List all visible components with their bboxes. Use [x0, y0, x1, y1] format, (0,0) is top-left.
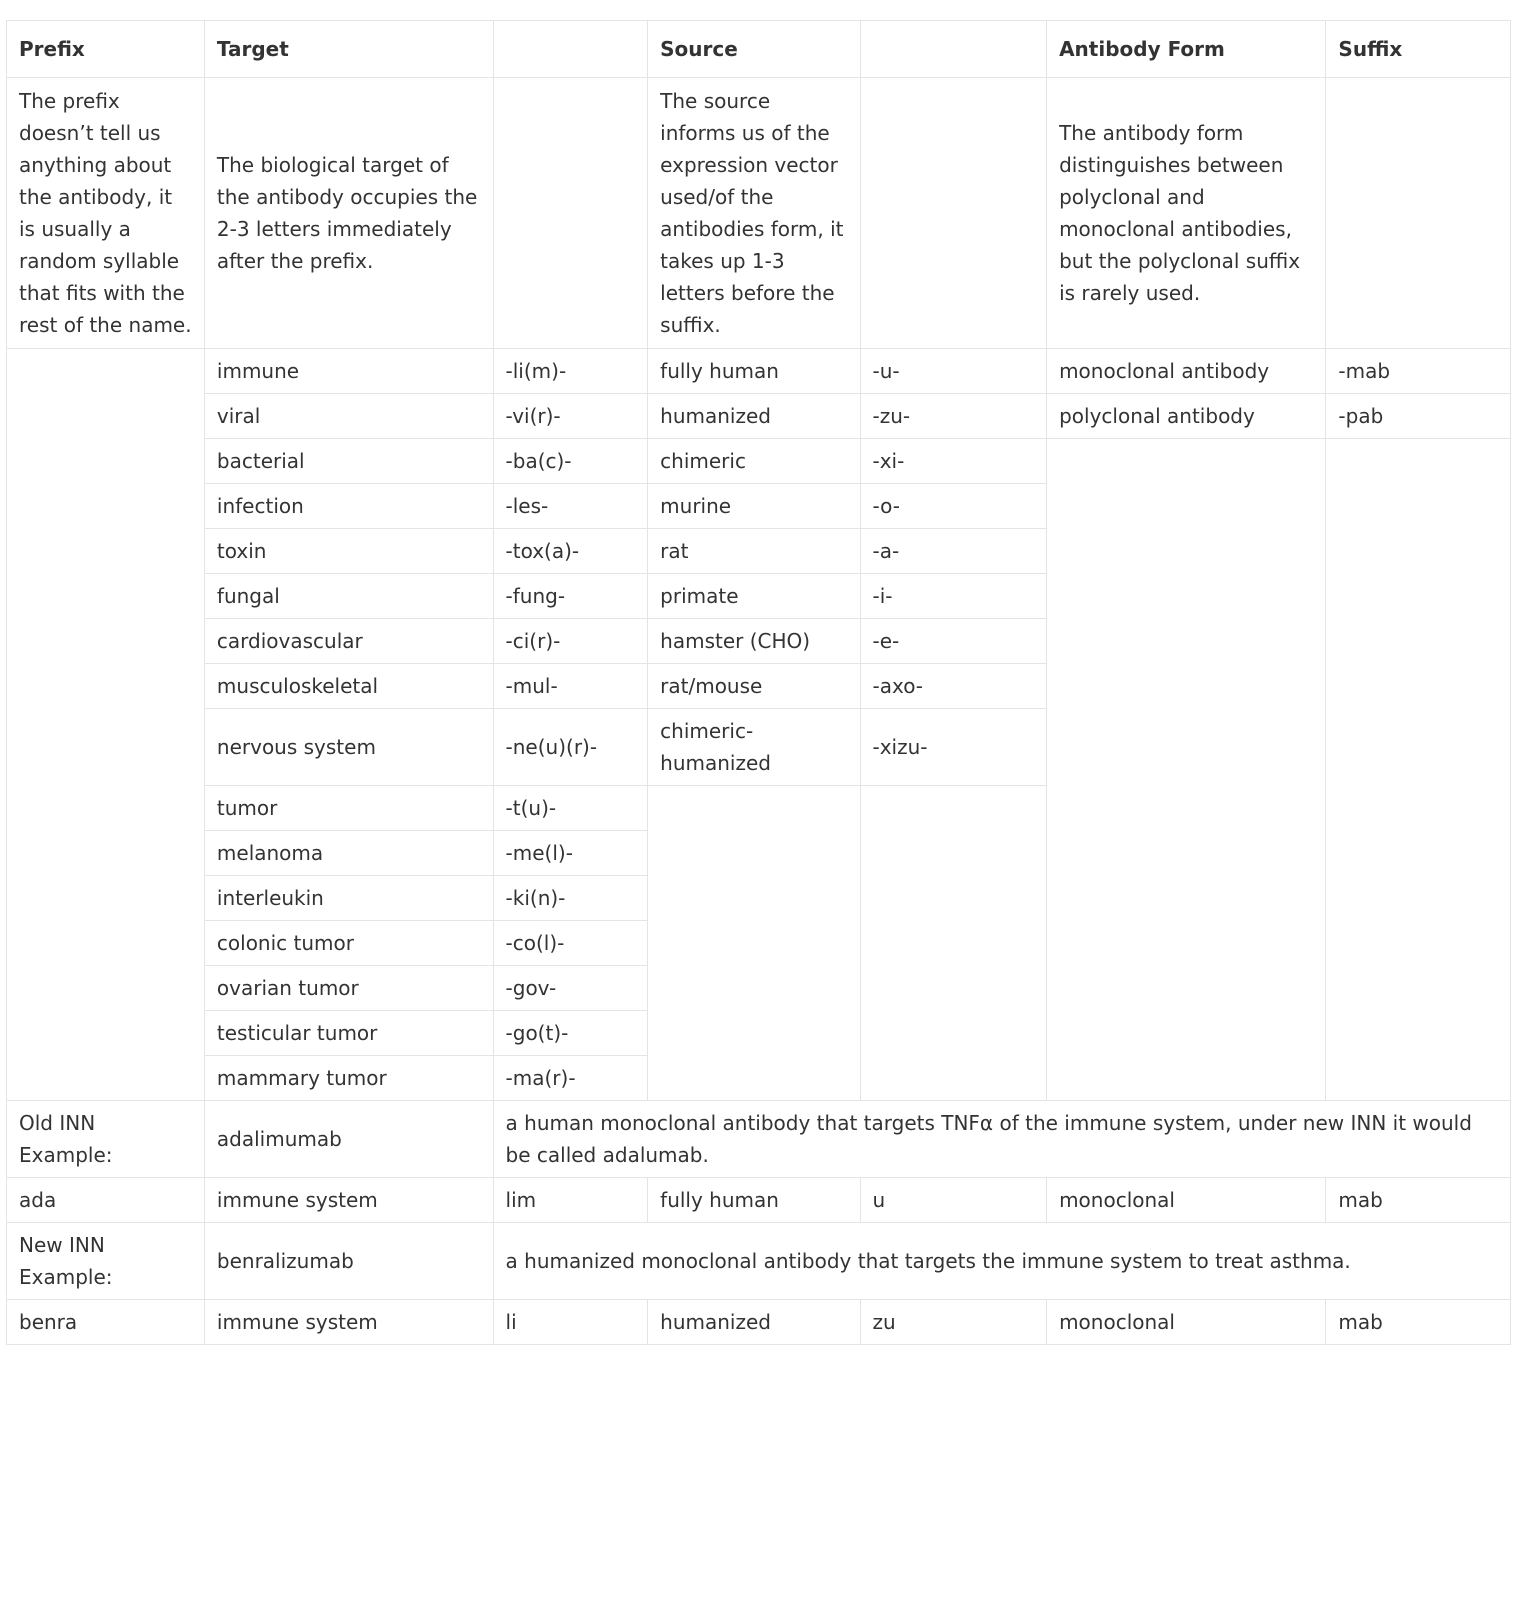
empty-suffix-cell: [1326, 439, 1511, 1101]
target-name: toxin: [204, 529, 493, 574]
example-row: [7, 1223, 1511, 1300]
target-code: -co(l)-: [493, 921, 648, 966]
table-row: [7, 349, 1511, 394]
source-code: -xizu-: [860, 709, 1047, 786]
part-target: immune system: [204, 1300, 493, 1345]
source-code: -o-: [860, 484, 1047, 529]
part-source-code: zu: [860, 1300, 1047, 1345]
source-name: fully human: [648, 349, 860, 394]
table-row: [7, 439, 1511, 484]
source-name: chimeric: [648, 439, 860, 484]
part-prefix: ada: [7, 1178, 205, 1223]
empty-cell: [493, 78, 648, 349]
target-name: testicular tumor: [204, 1011, 493, 1056]
target-code: -go(t)-: [493, 1011, 648, 1056]
example-name: adalimumab: [204, 1101, 493, 1178]
form-suffix: -pab: [1326, 394, 1511, 439]
target-code: -gov-: [493, 966, 648, 1011]
target-code: -tox(a)-: [493, 529, 648, 574]
part-source-code: u: [860, 1178, 1047, 1223]
empty-source-cell: [648, 786, 860, 1101]
part-suffix: mab: [1326, 1178, 1511, 1223]
part-suffix: mab: [1326, 1300, 1511, 1345]
target-name: melanoma: [204, 831, 493, 876]
example-breakdown-row: [7, 1178, 1511, 1223]
source-code: -a-: [860, 529, 1047, 574]
example-label: Old INN Example:: [7, 1101, 205, 1178]
header-row: [7, 21, 1511, 78]
target-name: bacterial: [204, 439, 493, 484]
source-code: -xi-: [860, 439, 1047, 484]
form-name: monoclonal antibody: [1047, 349, 1326, 394]
source-code: -axo-: [860, 664, 1047, 709]
part-target-code: lim: [493, 1178, 648, 1223]
example-breakdown-row: [7, 1300, 1511, 1345]
source-name: hamster (CHO): [648, 619, 860, 664]
source-description: The source informs us of the expression vector used/of the antibodies form, it takes up 1-3 letters before the suffix.: [648, 78, 860, 349]
source-code: -u-: [860, 349, 1047, 394]
source-name: rat/mouse: [648, 664, 860, 709]
header-source: Source: [648, 21, 860, 78]
part-form: monoclonal: [1047, 1178, 1326, 1223]
target-name: immune: [204, 349, 493, 394]
target-name: tumor: [204, 786, 493, 831]
source-name: murine: [648, 484, 860, 529]
target-code: -ba(c)-: [493, 439, 648, 484]
target-name: musculoskeletal: [204, 664, 493, 709]
header-suffix: Suffix: [1326, 21, 1511, 78]
target-code: -mul-: [493, 664, 648, 709]
prefix-description: The prefix doesn’t tell us anything about the antibody, it is usually a random syllable that fits with the rest of the name.: [7, 78, 205, 349]
empty-prefix-cell: [7, 349, 205, 1101]
target-code: -ci(r)-: [493, 619, 648, 664]
header-antibody-form: Antibody Form: [1047, 21, 1326, 78]
form-name: polyclonal antibody: [1047, 394, 1326, 439]
source-name: chimeric-humanized: [648, 709, 860, 786]
table-row: [7, 394, 1511, 439]
source-name: humanized: [648, 394, 860, 439]
header-prefix: Prefix: [7, 21, 205, 78]
target-code: -vi(r)-: [493, 394, 648, 439]
target-name: viral: [204, 394, 493, 439]
example-label: New INN Example:: [7, 1223, 205, 1300]
source-code: -e-: [860, 619, 1047, 664]
description-row: [7, 78, 1511, 349]
example-row: [7, 1101, 1511, 1178]
empty-cell: [860, 78, 1047, 349]
target-name: ovarian tumor: [204, 966, 493, 1011]
form-description: The antibody form distinguishes between polyclonal and monoclonal antibodies, but the polyclonal suffix is rarely used.: [1047, 78, 1326, 349]
example-description: a humanized monoclonal antibody that targets the immune system to treat asthma.: [493, 1223, 1510, 1300]
target-code: -fung-: [493, 574, 648, 619]
part-source: humanized: [648, 1300, 860, 1345]
target-name: colonic tumor: [204, 921, 493, 966]
empty-cell: [1326, 78, 1511, 349]
antibody-naming-table: [6, 20, 1511, 1345]
target-name: cardiovascular: [204, 619, 493, 664]
target-code: -t(u)-: [493, 786, 648, 831]
empty-form-cell: [1047, 439, 1326, 1101]
target-code: -ki(n)-: [493, 876, 648, 921]
target-name: mammary tumor: [204, 1056, 493, 1101]
part-form: monoclonal: [1047, 1300, 1326, 1345]
target-name: interleukin: [204, 876, 493, 921]
target-name: fungal: [204, 574, 493, 619]
part-target: immune system: [204, 1178, 493, 1223]
empty-source-code-cell: [860, 786, 1047, 1101]
target-code: -me(l)-: [493, 831, 648, 876]
example-name: benralizumab: [204, 1223, 493, 1300]
form-suffix: -mab: [1326, 349, 1511, 394]
header-source-code: [860, 21, 1047, 78]
example-description: a human monoclonal antibody that targets TNFα of the immune system, under new INN it would be called adalumab.: [493, 1101, 1510, 1178]
target-name: infection: [204, 484, 493, 529]
target-code: -ma(r)-: [493, 1056, 648, 1101]
target-code: -ne(u)(r)-: [493, 709, 648, 786]
source-name: primate: [648, 574, 860, 619]
target-code: -les-: [493, 484, 648, 529]
target-description: The biological target of the antibody occupies the 2-3 letters immediately after the prefix.: [204, 78, 493, 349]
part-prefix: benra: [7, 1300, 205, 1345]
source-name: rat: [648, 529, 860, 574]
source-code: -i-: [860, 574, 1047, 619]
source-code: -zu-: [860, 394, 1047, 439]
target-name: nervous system: [204, 709, 493, 786]
target-code: -li(m)-: [493, 349, 648, 394]
header-target: Target: [204, 21, 493, 78]
part-source: fully human: [648, 1178, 860, 1223]
part-target-code: li: [493, 1300, 648, 1345]
header-target-code: [493, 21, 648, 78]
